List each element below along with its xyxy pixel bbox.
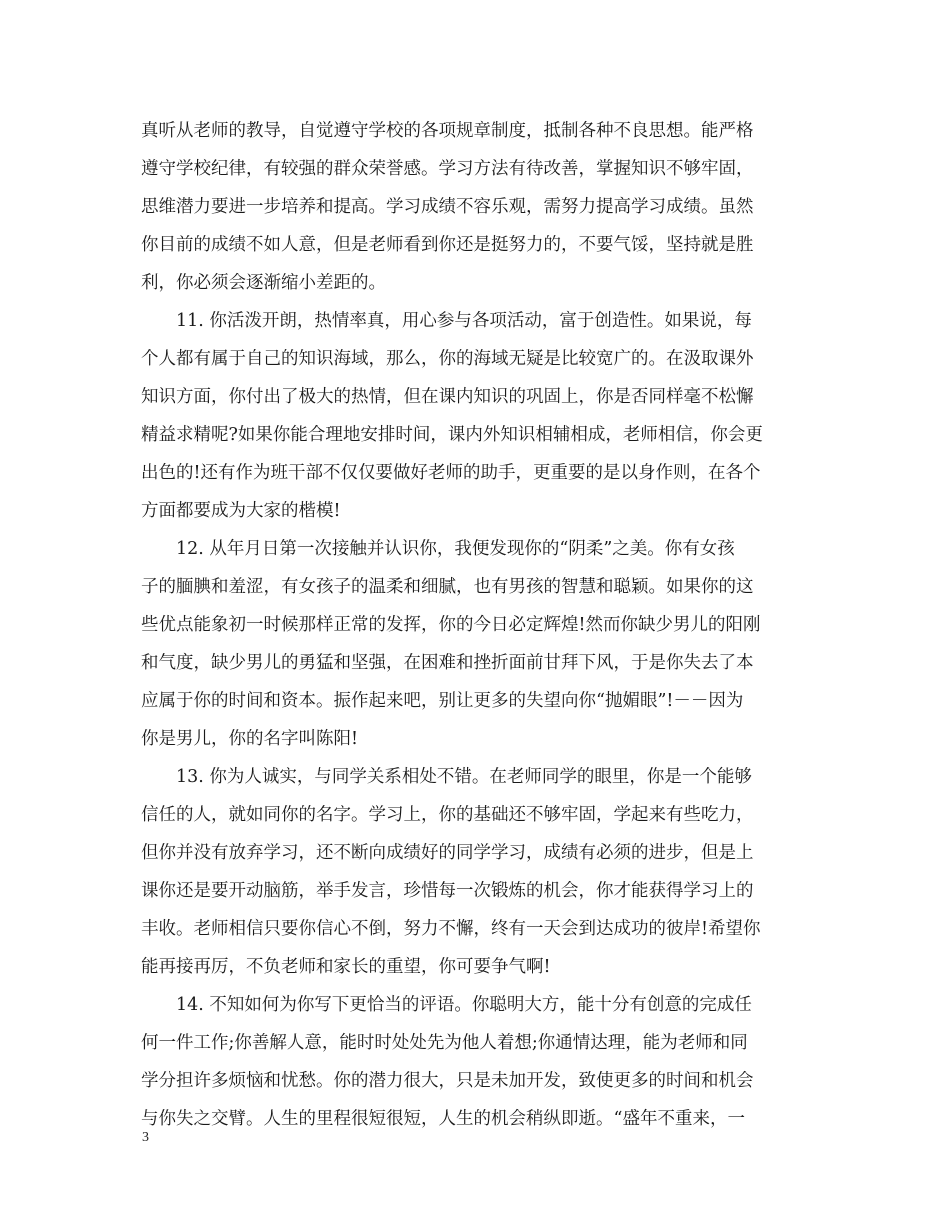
text-line: 学分担许多烦恼和忧愁。你的潜力很大，只是未加开发，致使更多的时间和机会 [141, 1071, 754, 1091]
text-line: 出色的!还有作为班干部不仅仅要做好老师的助手，更重要的是以身作则，在各个 [141, 463, 761, 483]
text-line: 应属于你的时间和资本。振作起来吧，别让更多的失望向你“抛媚眼”!－－因为 [141, 691, 744, 711]
paragraph-14-first-line: 14. 不知如何为你写下更恰当的评语。你聪明大方，能十分有创意的完成任 [176, 995, 752, 1015]
text-line: 精益求精呢?如果你能合理地安排时间，课内外知识相辅相成，老师相信，你会更 [141, 425, 763, 445]
text-line: 个人都有属于自己的知识海域，那么，你的海域无疑是比较宽广的。在汲取课外 [141, 349, 754, 369]
document-body [141, 112, 813, 1138]
paragraph-13-first-line: 13. 你为人诚实，与同学关系相处不错。在老师同学的眼里，你是一个能够 [176, 767, 752, 787]
text-line: 方面都要成为大家的楷模! [141, 501, 341, 521]
paragraph-11-first-line: 11. 你活泼开朗，热情率真，用心参与各项活动，富于创造性。如果说，每 [176, 311, 752, 331]
text-line: 利，你必须会逐渐缩小差距的。 [141, 273, 386, 293]
text-line: 和气度，缺少男儿的勇猛和坚强，在困难和挫折面前甘拜下风，于是你失去了本 [141, 653, 754, 673]
text-line: 你是男儿，你的名字叫陈阳! [141, 729, 359, 749]
page-number: 3 [142, 1130, 149, 1145]
text-line: 遵守学校纪律，有较强的群众荣誉感。学习方法有待改善，掌握知识不够牢固， [141, 159, 754, 179]
text-line: 与你失之交臂。人生的里程很短很短，人生的机会稍纵即逝。“盛年不重来，一 [141, 1109, 745, 1129]
text-line: 何一件工作;你善解人意，能时时处处先为他人着想;你通情达理，能为老师和同 [141, 1033, 748, 1053]
text-line: 真听从老师的教导，自觉遵守学校的各项规章制度，抵制各种不良思想。能严格 [141, 121, 754, 141]
text-line: 但你并没有放弃学习，还不断向成绩好的同学学习，成绩有必须的进步，但是上 [141, 843, 754, 863]
paragraph-12-first-line: 12. 从年月日第一次接触并认识你，我便发现你的“阴柔”之美。你有女孩 [176, 539, 735, 559]
text-line: 能再接再厉，不负老师和家长的重望，你可要争气啊! [141, 957, 551, 977]
text-line: 你目前的成绩不如人意，但是老师看到你还是挺努力的，不要气馁，坚持就是胜 [141, 235, 754, 255]
text-line: 知识方面，你付出了极大的热情，但在课内知识的巩固上，你是否同样毫不松懈 [141, 387, 754, 407]
text-line: 丰收。老师相信只要你信心不倒，努力不懈，终有一天会到达成功的彼岸!希望你 [141, 919, 761, 939]
text-line: 信任的人，就如同你的名字。学习上，你的基础还不够牢固，学起来有些吃力， [141, 805, 754, 825]
text-line: 课你还是要开动脑筋，举手发言，珍惜每一次锻炼的机会，你才能获得学习上的 [141, 881, 754, 901]
text-line: 思维潜力要进一步培养和提高。学习成绩不容乐观，需努力提高学习成绩。虽然 [141, 197, 754, 217]
text-line: 些优点能象初一时候那样正常的发挥，你的今日必定辉煌!然而你缺少男儿的阳刚 [141, 615, 761, 635]
text-line: 子的腼腆和羞涩，有女孩子的温柔和细腻，也有男孩的智慧和聪颖。如果你的这 [141, 577, 754, 597]
